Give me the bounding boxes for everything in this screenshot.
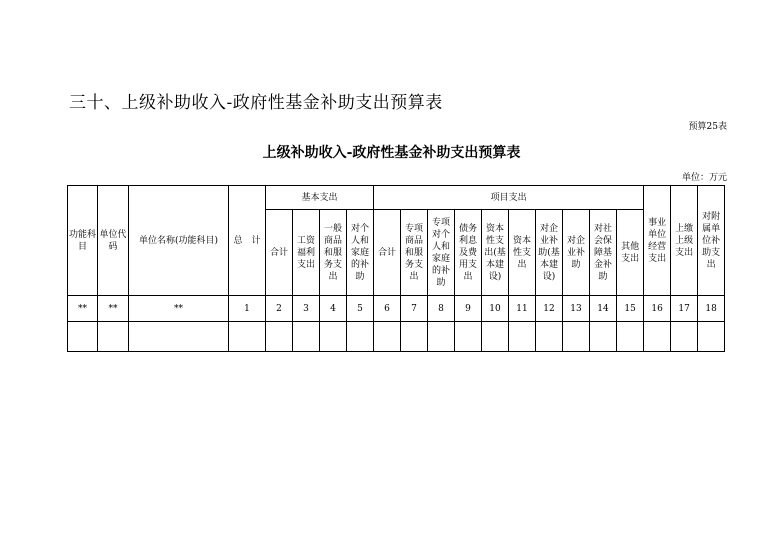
table-cell: 9: [455, 296, 482, 322]
basic-subheader: 工资福利支出: [293, 210, 320, 296]
header-total: 总 计: [229, 186, 266, 296]
basic-subheader: 合计: [266, 210, 293, 296]
table-cell: [68, 322, 98, 352]
table-cell: [455, 322, 482, 352]
table-row: [68, 296, 725, 322]
header-unit-code: 单位代码: [98, 186, 129, 296]
header-unit-name: 单位名称(功能科目): [129, 186, 229, 296]
unit-label: 单位：万元: [681, 173, 727, 183]
table-cell: [482, 322, 509, 352]
table-cell: 11: [509, 296, 536, 322]
table-cell: [509, 322, 536, 352]
table-cell: 6: [374, 296, 401, 322]
project-subheader: 资本性支出: [509, 210, 536, 296]
project-subheader: 对社会保障基金补助: [590, 210, 617, 296]
table-cell: [347, 322, 374, 352]
header-subsidy-affiliated: 对附属单位补助支出: [698, 186, 725, 296]
table-cell: [563, 322, 590, 352]
table-cell: 15: [617, 296, 644, 322]
header-func-code: 功能科目: [68, 186, 98, 296]
basic-subheader: 对个人和家庭的补助: [347, 210, 374, 296]
header-basic-group: 基本支出: [266, 186, 374, 210]
table-cell: **: [129, 296, 229, 322]
header-business-unit: 事业单位经营支出: [644, 186, 671, 296]
table-cell: [98, 322, 129, 352]
project-subheader: 对企业补助: [563, 210, 590, 296]
table-number: 预算25表: [688, 122, 727, 132]
table-cell: [536, 322, 563, 352]
table-cell: 5: [347, 296, 374, 322]
project-subheader: 资本性支出(基本建设): [482, 210, 509, 296]
table-cell: 16: [644, 296, 671, 322]
table-cell: 4: [320, 296, 347, 322]
table-row: [68, 322, 725, 352]
basic-subheader: 一般商品和服务支出: [320, 210, 347, 296]
budget-table: [67, 185, 725, 352]
table-cell: 17: [671, 296, 698, 322]
table-cell: [320, 322, 347, 352]
project-subheader: 其他支出: [617, 210, 644, 296]
table-cell: [671, 322, 698, 352]
header-project-group: 项目支出: [374, 186, 644, 210]
table-cell: [644, 322, 671, 352]
project-subheader: 合计: [374, 210, 401, 296]
table-cell: [401, 322, 428, 352]
table-cell: [129, 322, 229, 352]
header-turnover-upper: 上缴上级支出: [671, 186, 698, 296]
table-cell: 7: [401, 296, 428, 322]
table-cell: 1: [229, 296, 266, 322]
project-subheader: 专项商品和服务支出: [401, 210, 428, 296]
table-cell: 18: [698, 296, 725, 322]
table-cell: 14: [590, 296, 617, 322]
table-cell: [229, 322, 266, 352]
table-cell: **: [98, 296, 129, 322]
page-heading: 三十、上级补助收入-政府性基金补助支出预算表: [69, 93, 443, 113]
table-cell: 3: [293, 296, 320, 322]
table-cell: **: [68, 296, 98, 322]
table-cell: [617, 322, 644, 352]
table-cell: 12: [536, 296, 563, 322]
project-subheader: 专项对个人和家庭的补助: [428, 210, 455, 296]
table-cell: [590, 322, 617, 352]
table-title: 上级补助收入-政府性基金补助支出预算表: [262, 145, 521, 161]
table-cell: [374, 322, 401, 352]
table-cell: 2: [266, 296, 293, 322]
table-cell: 10: [482, 296, 509, 322]
project-subheader: 债务利息及费用支出: [455, 210, 482, 296]
project-subheader: 对企业补助(基本建设): [536, 210, 563, 296]
table-cell: [428, 322, 455, 352]
table-cell: 8: [428, 296, 455, 322]
table-cell: 13: [563, 296, 590, 322]
table-cell: [698, 322, 725, 352]
table-cell: [266, 322, 293, 352]
table-cell: [293, 322, 320, 352]
